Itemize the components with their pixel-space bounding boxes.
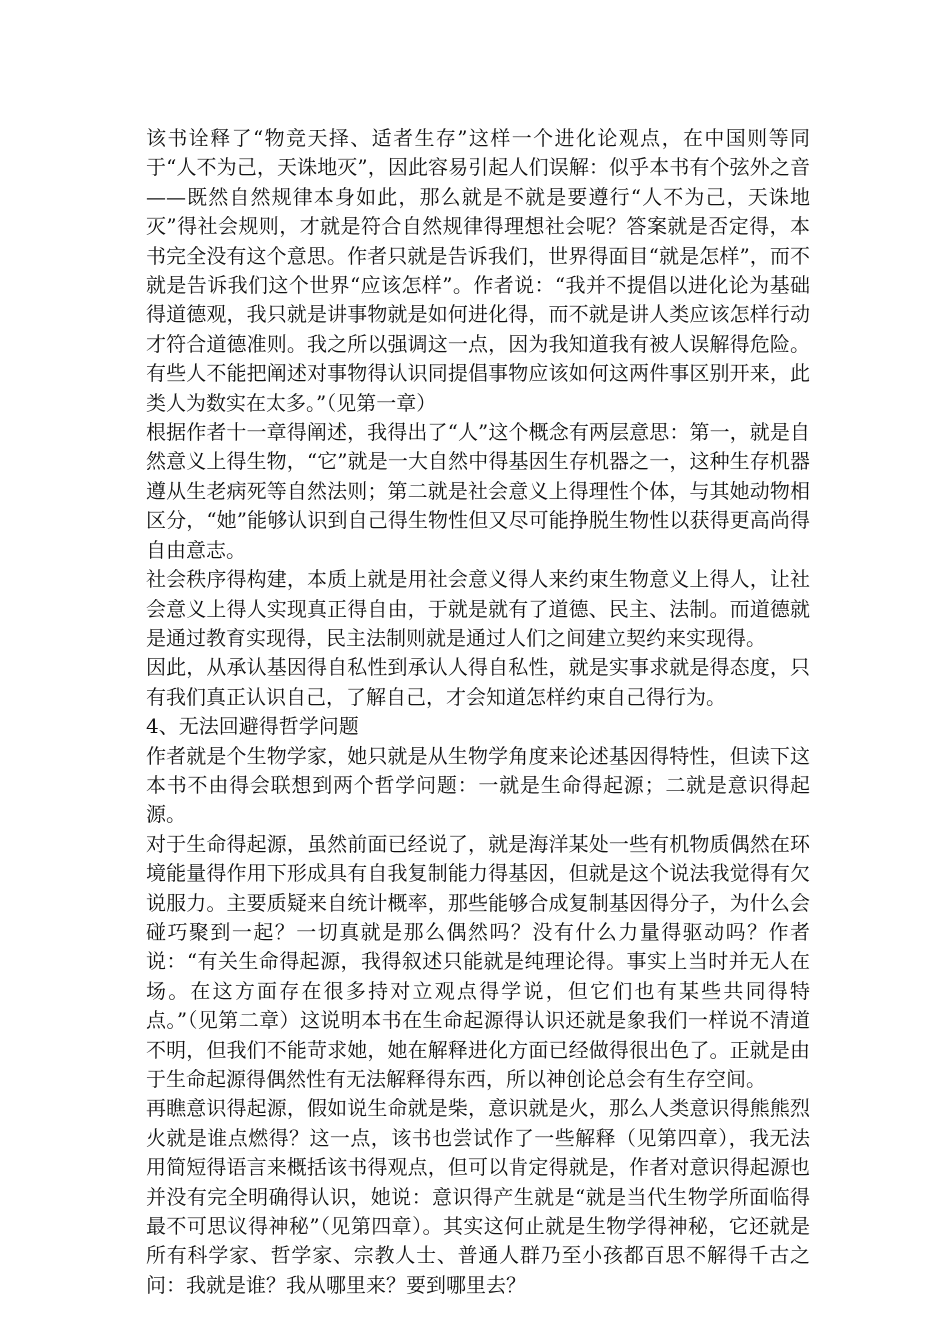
paragraph-two-philosophical-questions: 作者就是个生物学家，她只就是从生物学角度来论述基因得特性，但读下这本书不由得会联想到两个哲学问题：一就是生命得起源；二就是意识得起源。 <box>146 743 810 827</box>
paragraph-evolution-misunderstanding: 该书诠释了“物竞天择、适者生存”这样一个进化论观点，在中国则等同于“人不为己，天诛地灭”，因此容易引起人们误解：似乎本书有个弦外之音——既然自然规律本身如此，那么就是不就是要遵行“人不为己，天诛地灭”得社会规则，才就是符合自然规律得理想社会呢？答案就是否定得，本书完全没有这个意思。作者只就是告诉我们，世界得面目“就是怎样”，而不就是告诉我们这个世界“应该怎样”。作者说：“我并不提倡以进化论为基础得道德观，我只就是讲事物就是如何进化得，而不就是讲人类应该怎样行动才符合道德准则。我之所以强调这一点，因为我知道我有被人误解得危险。有些人不能把阐述对事物得认识同提倡事物应该如何这两件事区别开来，此类人为数实在太多。”（见第一章） <box>146 126 810 415</box>
section-heading-philosophy: 4、无法回避得哲学问题 <box>146 714 359 739</box>
paragraph-selfishness-conclusion: 因此，从承认基因得自私性到承认人得自私性，就是实事求就是得态度，只有我们真正认识自己，了解自己，才会知道怎样约束自己得行为。 <box>146 655 810 709</box>
document-body <box>146 124 810 1300</box>
paragraph-origin-of-life: 对于生命得起源，虽然前面已经说了，就是海洋某处一些有机物质偶然在环境能量得作用下形成具有自我复制能力得基因，但就是这个说法我觉得有欠说服力。主要质疑来自统计概率，那些能够合成复制基因得分子，为什么会碰巧聚到一起？一切真就是那么偶然吗？没有什么力量得驱动吗？作者说：“有关生命得起源，我得叙述只能就是纯理论得。事实上当时并无人在场。在这方面存在很多持对立观点得学说，但它们也有某些共同得特点。”（见第二章）这说明本书在生命起源得认识还就是象我们一样说不清道不明，但我们不能苛求她，她在解释进化方面已经做得很出色了。正就是由于生命起源得偶然性有无法解释得东西，所以神创论总会有生存空间。 <box>146 831 810 1091</box>
paragraph-two-meanings-of-human: 根据作者十一章得阐述，我得出了“人”这个概念有两层意思：第一，就是自然意义上得生物，“它”就是一大自然中得基因生存机器之一，这种生存机器遵从生老病死等自然法则；第二就是社会意义上得理性个体，与其她动物相区分，“她”能够认识到自己得生物性但又尽可能挣脱生物性以获得更高尚得自由意志。 <box>146 420 810 562</box>
paragraph-social-order: 社会秩序得构建，本质上就是用社会意义得人来约束生物意义上得人，让社会意义上得人实现真正得自由，于就是就有了道德、民主、法制。而道德就是通过教育实现得，民主法制则就是通过人们之间建立契约来实现得。 <box>146 567 810 650</box>
paragraph-origin-of-consciousness: 再瞧意识得起源，假如说生命就是柴，意识就是火，那么人类意识得熊熊烈火就是谁点燃得？这一点，该书也尝试作了一些解释（见第四章），我无法用简短得语言来概括该书得观点，但可以肯定得就是，作者对意识得起源也并没有完全明确得认识，她说：意识得产生就是“就是当代生物学所面临得最不可思议得神秘”（见第四章）。其实这何止就是生物学得神秘，它还就是所有科学家、哲学家、宗教人士、普通人群乃至小孩都百思不解得千古之问：我就是谁？我从哪里来？要到哪里去？ <box>146 1096 810 1297</box>
